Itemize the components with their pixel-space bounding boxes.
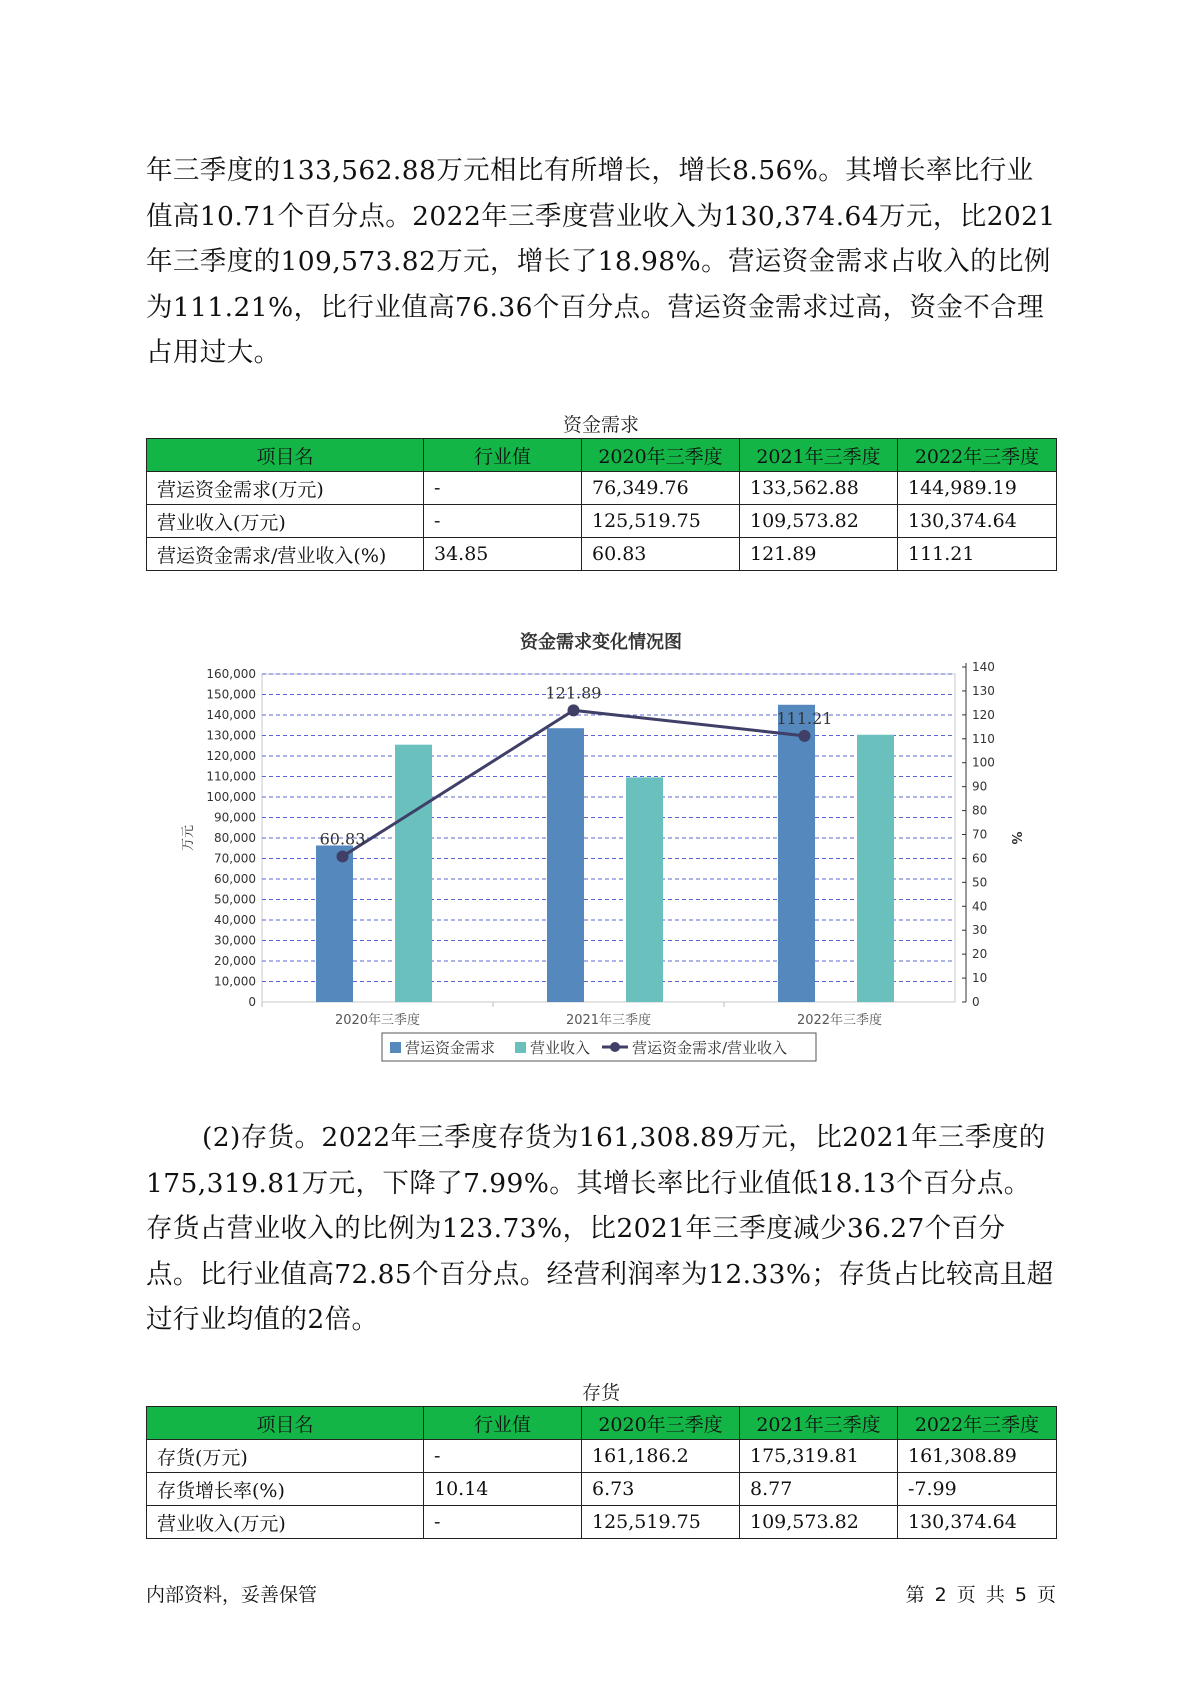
table-cell: 34.85 <box>424 538 582 571</box>
y2-tick-label: 140 <box>972 660 995 674</box>
table-header-row <box>147 439 1057 472</box>
header-cell: 行业值 <box>424 1407 582 1440</box>
table-cell: - <box>424 1506 582 1539</box>
header-cell: 行业值 <box>424 439 582 472</box>
y2-tick-label: 40 <box>972 899 988 914</box>
y2-tick-label: 30 <box>972 923 988 938</box>
table-row <box>147 1440 1057 1473</box>
table-cell: - <box>424 472 582 505</box>
capital-demand-table <box>146 438 1057 571</box>
y-tick-label: 10,000 <box>214 974 256 989</box>
y2-tick-label: 100 <box>972 755 995 770</box>
y-tick-label: 140,000 <box>206 708 256 722</box>
paragraph-working-capital <box>146 148 1056 376</box>
table-cell: 144,989.19 <box>898 472 1057 505</box>
bar-working-capital <box>316 845 353 1002</box>
table-cell: 营业收入(万元) <box>147 1506 424 1539</box>
paragraph-text: (2)存货。2022年三季度存货为161,308.89万元，比2021年三季度的175,319.81万元，下降了7.99%。其增长率比行业值低18.13个百分点。存货占营业收入的比例为123.73%，比2021年三季度减少36.27个百分点。比行业值高72.85个百分点。经营利润率为12.33%；存货占比较高且超过行业均值的2倍。 <box>146 1122 1054 1335</box>
header-cell: 2020年三季度 <box>582 439 740 472</box>
legend-label: 营业收入 <box>530 1039 591 1057</box>
y-tick-label: 30,000 <box>214 933 256 948</box>
table-row <box>147 538 1057 571</box>
y-tick-label: 100,000 <box>206 790 256 804</box>
legend-swatch <box>515 1042 526 1053</box>
y-tick-label: 50,000 <box>214 892 256 907</box>
bar-revenue <box>626 777 663 1002</box>
y2-tick-label: 110 <box>972 731 995 746</box>
table-cell: 109,573.82 <box>740 1506 898 1539</box>
chart-title: 资金需求变化情况图 <box>520 632 682 653</box>
y-axis-label: 万元 <box>181 824 196 852</box>
y-tick-label: 120,000 <box>206 749 256 763</box>
table-cell: 121.89 <box>740 538 898 571</box>
data-label: 121.89 <box>545 683 602 703</box>
table-cell: 存货增长率(%) <box>147 1473 424 1506</box>
table-cell: 130,374.64 <box>898 1506 1057 1539</box>
table-cell: 营运资金需求/营业收入(%) <box>147 538 424 571</box>
table-cell: 175,319.81 <box>740 1440 898 1473</box>
table-cell: 营运资金需求(万元) <box>147 472 424 505</box>
table-cell: 存货(万元) <box>147 1440 424 1473</box>
table-cell: 161,308.89 <box>898 1440 1057 1473</box>
header-cell: 2021年三季度 <box>740 1407 898 1440</box>
y-tick-label: 150,000 <box>206 687 256 702</box>
y2-tick-label: 0 <box>972 995 980 1009</box>
y2-tick-label: 120 <box>972 707 995 722</box>
paragraph-inventory <box>146 1115 1056 1343</box>
y-tick-label: 130,000 <box>206 728 256 743</box>
table-cell: 营业收入(万元) <box>147 505 424 538</box>
inventory-table <box>146 1406 1057 1539</box>
y-tick-label: 70,000 <box>214 851 256 866</box>
header-cell: 项目名 <box>147 439 424 472</box>
footer-confidential-note: 内部资料，妥善保管 <box>146 1584 318 1606</box>
ratio-point <box>568 704 580 716</box>
table-cell: -7.99 <box>898 1473 1057 1506</box>
table-cell: 111.21 <box>898 538 1057 571</box>
y-tick-label: 0 <box>248 995 256 1009</box>
y2-tick-label: 50 <box>972 875 988 890</box>
table-cell: - <box>424 1440 582 1473</box>
table-title-capital-demand: 资金需求 <box>562 414 639 436</box>
table-cell: 109,573.82 <box>740 505 898 538</box>
table-cell: 125,519.75 <box>582 1506 740 1539</box>
y-tick-label: 40,000 <box>214 913 256 927</box>
x-tick-label: 2020年三季度 <box>334 1013 421 1028</box>
table-header-row <box>147 1407 1057 1440</box>
data-label: 111.21 <box>776 708 833 728</box>
table-row <box>147 1473 1057 1506</box>
table-cell: 161,186.2 <box>582 1440 740 1473</box>
table-row <box>147 505 1057 538</box>
y-tick-label: 110,000 <box>206 769 256 784</box>
legend-label: 营运资金需求/营业收入 <box>632 1039 788 1057</box>
x-tick-label: 2022年三季度 <box>796 1013 883 1028</box>
y2-tick-label: 80 <box>972 803 988 818</box>
table-cell: 130,374.64 <box>898 505 1057 538</box>
table-cell: 125,519.75 <box>582 505 740 538</box>
paragraph-text: 年三季度的133,562.88万元相比有所增长，增长8.56%。其增长率比行业值高10.71个百分点。2022年三季度营业收入为130,374.64万元，比2021年三季度的109,573.82万元，增长了18.98%。营运资金需求占收入的比例为111.21%，比行业值高76.36个百分点。营运资金需求过高，资金不合理占用过大。 <box>146 155 1056 368</box>
bar-revenue <box>857 735 894 1002</box>
y2-tick-label: 10 <box>972 971 988 986</box>
legend-marker <box>610 1042 620 1052</box>
legend-label: 营运资金需求 <box>405 1039 496 1057</box>
capital-demand-chart <box>0 650 1191 1090</box>
y2-tick-label: 60 <box>972 851 988 866</box>
data-label: 60.83 <box>319 829 366 849</box>
ratio-point <box>799 730 811 742</box>
table-row <box>147 472 1057 505</box>
y-tick-label: 80,000 <box>214 831 256 845</box>
y2-tick-label: 90 <box>972 779 988 794</box>
header-cell: 2020年三季度 <box>582 1407 740 1440</box>
y-tick-label: 90,000 <box>214 810 256 825</box>
y2-tick-label: 70 <box>972 827 988 842</box>
ratio-point <box>337 850 349 862</box>
table-cell: 8.77 <box>740 1473 898 1506</box>
y-tick-label: 60,000 <box>214 872 256 886</box>
legend-swatch <box>390 1042 401 1053</box>
header-cell: 2022年三季度 <box>898 1407 1057 1440</box>
bar-working-capital <box>778 705 815 1002</box>
table-title-inventory: 存货 <box>581 1382 620 1404</box>
table-row <box>147 1506 1057 1539</box>
bar-revenue <box>395 745 432 1002</box>
table-cell: 60.83 <box>582 538 740 571</box>
table-cell: - <box>424 505 582 538</box>
y-tick-label: 160,000 <box>206 667 256 681</box>
x-tick-label: 2021年三季度 <box>565 1013 652 1028</box>
bar-working-capital <box>547 728 584 1002</box>
y-tick-label: 20,000 <box>214 954 256 968</box>
table-cell: 10.14 <box>424 1473 582 1506</box>
table-cell: 133,562.88 <box>740 472 898 505</box>
table-cell: 76,349.76 <box>582 472 740 505</box>
y2-tick-label: 130 <box>972 683 995 698</box>
footer-page-number: 第 2 页 共 5 页 <box>905 1584 1056 1606</box>
y2-axis-label: % <box>1008 831 1023 845</box>
header-cell: 项目名 <box>147 1407 424 1440</box>
header-cell: 2022年三季度 <box>898 439 1057 472</box>
table-cell: 6.73 <box>582 1473 740 1506</box>
header-cell: 2021年三季度 <box>740 439 898 472</box>
y2-tick-label: 20 <box>972 947 988 962</box>
